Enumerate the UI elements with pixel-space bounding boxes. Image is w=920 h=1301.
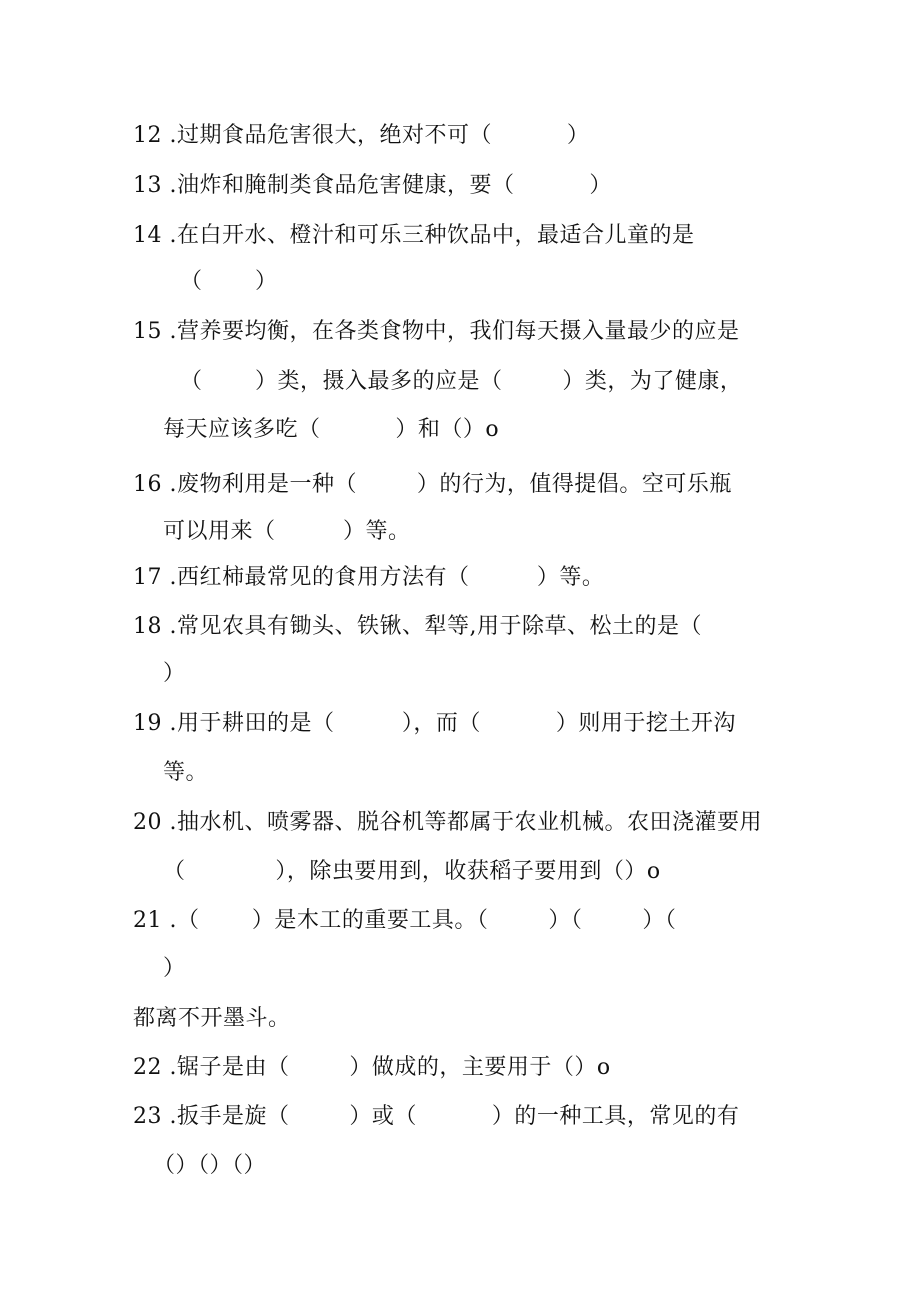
question-20: 20 .抽水机、喷雾器、脱谷机等都属于农业机械。农田浇灌要用 <box>133 810 762 835</box>
question-15: 15 .营养要均衡，在各类食物中，我们每天摄入量最少的应是 <box>133 319 740 344</box>
question-18-continuation: ） <box>163 661 186 686</box>
question-12: 12 .过期食品危害很大，绝对不可（ ） <box>133 123 590 148</box>
question-21: 21 .（ ）是木工的重要工具。（ ）（ ）（ <box>133 908 677 933</box>
question-21-continuation: ） <box>163 956 186 981</box>
question-16-continuation: 可以用来（ ）等。 <box>163 519 411 544</box>
question-15-continuation: （ ）类，摄入最多的应是（ ）类，为了健康， <box>180 369 743 394</box>
question-18: 18 .常见农具有锄头、铁锹、犁等,用于除草、松土的是（ <box>133 614 702 639</box>
question-16: 16 .废物利用是一种（ ）的行为，值得提倡。空可乐瓶 <box>133 472 732 497</box>
question-13: 13 .油炸和腌制类食品危害健康，要（ ） <box>133 173 612 198</box>
question-19: 19 .用于耕田的是（ ），而（ ）则用于挖土开沟 <box>133 711 736 736</box>
question-14: 14 .在白开水、橙汁和可乐三种饮品中，最适合儿童的是 <box>133 223 695 248</box>
question-22: 22 .锯子是由（ ）做成的，主要用于（）o <box>133 1055 611 1080</box>
question-15-continuation-2: 每天应该多吃（ ）和（）o <box>163 417 500 442</box>
question-23-continuation: （）（）（） <box>153 1153 267 1178</box>
question-19-continuation: 等。 <box>163 760 209 785</box>
question-20-continuation: （ ），除虫要用到，收获稻子要用到（）o <box>163 859 661 884</box>
question-23: 23 .扳手是旋（ ）或（ ）的一种工具，常见的有 <box>133 1104 740 1129</box>
question-21-continuation-2: 都离不开墨斗。 <box>133 1006 291 1031</box>
question-17: 17 .西红柿最常见的食用方法有（ ）等。 <box>133 565 605 590</box>
question-14-continuation: （ ） <box>180 269 278 294</box>
